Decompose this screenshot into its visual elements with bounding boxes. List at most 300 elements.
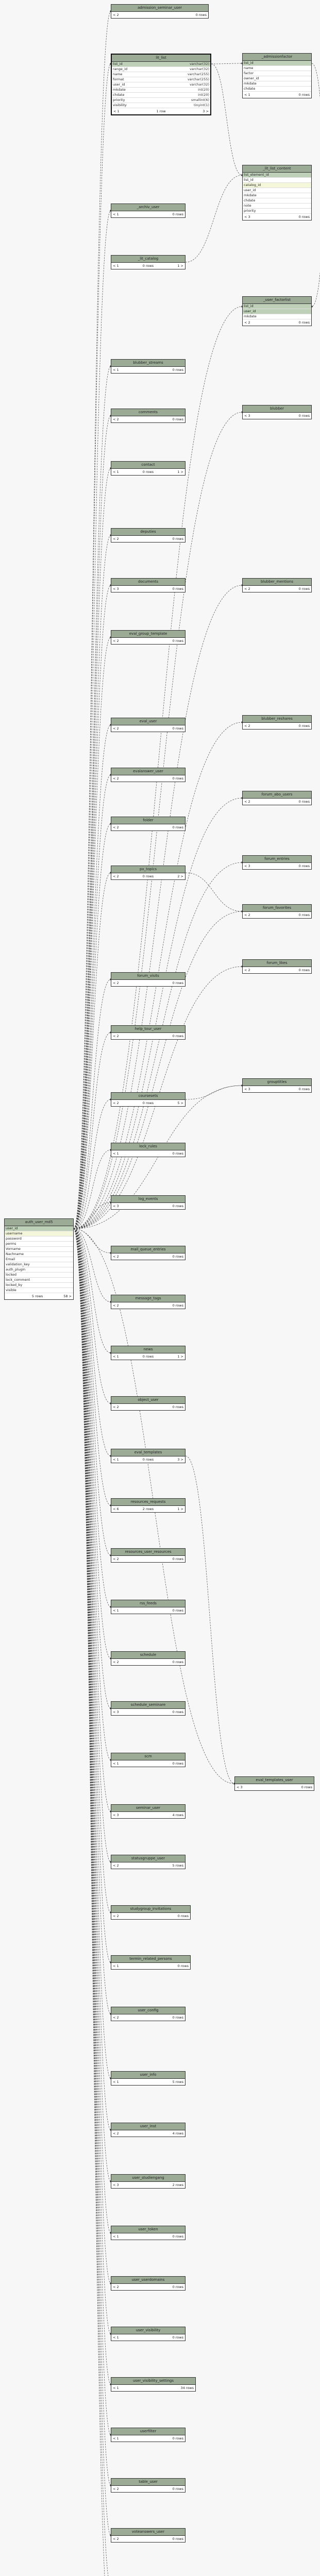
column-name: list_element_id xyxy=(244,173,269,177)
column-name: catalog_id xyxy=(244,183,261,187)
table-user_visibility_settings[interactable] xyxy=(111,2377,196,2392)
table-title[interactable]: user_info xyxy=(111,2072,185,2079)
table-title[interactable]: userfilter xyxy=(111,2428,185,2435)
table-column xyxy=(5,1278,73,1283)
table-footer xyxy=(243,863,311,869)
table-column xyxy=(5,1267,73,1273)
relationship-count: < 2 xyxy=(113,1863,119,1868)
relationship-count: < 2 xyxy=(113,13,119,17)
table-evalanswer_user[interactable] xyxy=(111,768,186,782)
table-column xyxy=(5,1242,73,1247)
row-count: 0 rows xyxy=(298,93,310,97)
table-seminar_user[interactable] xyxy=(111,1804,186,1819)
relationship-count: < 2 xyxy=(113,1660,119,1664)
table-lit_catalog[interactable] xyxy=(111,255,186,269)
column-type: varchar(32) xyxy=(189,67,209,71)
row-count: 0 rows xyxy=(301,1785,312,1789)
table-title[interactable]: voteanswers_user xyxy=(111,2529,185,2536)
row-count: 2 rows xyxy=(142,1507,154,1511)
table-footer xyxy=(111,1963,190,1969)
table-footer xyxy=(111,1456,185,1463)
table-userfilter[interactable] xyxy=(111,2428,186,2442)
table-comments[interactable] xyxy=(111,409,186,423)
column-name: chdate xyxy=(113,93,125,97)
table-user_factorlist[interactable] xyxy=(242,296,312,326)
table-title[interactable]: eval_user xyxy=(111,718,185,725)
row-count: 0 rows xyxy=(172,212,183,216)
row-count: 0 rows xyxy=(142,874,154,878)
table-title[interactable]: coursesets xyxy=(111,1093,185,1100)
column-name: user_id xyxy=(6,1226,18,1230)
row-count: 0 rows xyxy=(172,417,183,421)
table-user_studiengang[interactable] xyxy=(111,2174,186,2189)
column-type: varchar(255) xyxy=(187,77,209,81)
table-grouptitles[interactable] xyxy=(242,1078,312,1093)
table-title[interactable]: rss_feeds xyxy=(111,1600,185,1607)
relationship-edge xyxy=(74,1229,111,2181)
table-footer xyxy=(111,2079,185,2085)
relationship-edge xyxy=(74,824,111,1229)
relationship-edge xyxy=(211,64,242,175)
table-title[interactable]: message_tags xyxy=(111,1295,185,1302)
table-studygroup_invitations[interactable] xyxy=(111,1905,191,1920)
table-news[interactable] xyxy=(111,1346,186,1360)
table-title[interactable]: schedule_seminare xyxy=(111,1702,185,1709)
relationship-count: < 2 xyxy=(113,2285,119,2289)
relationship-edge xyxy=(74,1229,111,2233)
table-title[interactable]: log_events xyxy=(111,1196,185,1203)
table-footer xyxy=(111,638,185,644)
table-user_visibility[interactable] xyxy=(111,2327,186,2341)
column-type: smallint(6) xyxy=(191,98,209,102)
table-scm[interactable] xyxy=(111,1753,186,1767)
relationship-edge xyxy=(74,873,111,1229)
column-name: user_id xyxy=(244,188,256,192)
table-title[interactable]: blubber_streams xyxy=(111,360,185,367)
relationship-edge xyxy=(74,211,111,1229)
table-user_inst[interactable] xyxy=(111,2123,186,2137)
relationship-count: < 3 xyxy=(113,1204,119,1208)
table-footer xyxy=(111,416,185,422)
table-column xyxy=(5,1288,73,1293)
table-title[interactable]: _user_factorlist xyxy=(243,297,311,304)
table-title[interactable]: resources_user_resources xyxy=(111,1549,185,1556)
table-title[interactable]: forum_visits xyxy=(111,973,185,980)
row-count: 0 rows xyxy=(172,2015,183,2020)
table-lit_list[interactable] xyxy=(111,54,211,115)
table-forum_visits[interactable] xyxy=(111,972,186,987)
table-title[interactable]: eval_group_template xyxy=(111,631,185,638)
table-footer xyxy=(111,1506,185,1512)
table-title[interactable]: user_inst xyxy=(111,2123,185,2130)
column-name: Email xyxy=(6,1257,15,1261)
row-count: 2 rows xyxy=(172,2183,183,2187)
row-count: 0 rows xyxy=(172,1255,183,1259)
relationship-edge xyxy=(74,1229,111,1962)
row-count: 0 rows xyxy=(298,414,310,418)
table-footer xyxy=(111,1302,185,1309)
table-title[interactable]: termin_related_persons xyxy=(111,1956,190,1963)
relationship-count: < 1 xyxy=(113,1761,119,1766)
table-resources_requests[interactable] xyxy=(111,1498,186,1513)
table-admission_seminar_user[interactable] xyxy=(111,4,209,19)
table-forum_abo_users[interactable] xyxy=(242,791,312,805)
table-message_tags[interactable] xyxy=(111,1295,186,1309)
table-coursesets[interactable] xyxy=(111,1092,186,1107)
row-count: 1 row xyxy=(156,109,166,113)
table-footer xyxy=(243,413,311,419)
relationship-count: < 2 xyxy=(113,825,119,829)
column-name: user_id xyxy=(113,82,125,87)
table-title[interactable]: user_visibility xyxy=(111,2327,185,2334)
table-title[interactable]: forum_favorites xyxy=(243,905,311,912)
relationship-edge xyxy=(74,1229,111,2485)
row-count: 0 rows xyxy=(298,968,310,972)
column-type: varchar(32) xyxy=(189,82,209,87)
table-footer xyxy=(111,873,185,879)
row-count: 0 rows xyxy=(172,1303,183,1308)
row-count: 0 rows xyxy=(172,1761,183,1766)
table-footer xyxy=(243,1086,311,1092)
table-title[interactable]: user_studiengang xyxy=(111,2175,185,2182)
table-footer xyxy=(111,1404,185,1410)
table-title[interactable]: eval_templates xyxy=(111,1449,185,1456)
table-forum_favorites[interactable] xyxy=(242,904,312,919)
row-count: 0 rows xyxy=(298,864,310,868)
table-column xyxy=(243,61,311,66)
table-footer xyxy=(111,1033,185,1039)
table-column xyxy=(243,304,311,309)
table-blubber_mentions[interactable] xyxy=(242,578,312,592)
table-title[interactable]: grouptitles xyxy=(243,1079,311,1086)
relationship-count: 1 > xyxy=(177,264,183,268)
column-type: int(20) xyxy=(198,93,209,97)
column-name: note xyxy=(244,204,251,208)
relationship-edge xyxy=(74,366,111,1229)
table-folder[interactable] xyxy=(111,817,186,831)
table-column xyxy=(112,72,210,77)
table-mail_queue_entries[interactable] xyxy=(111,1246,186,1260)
row-count: 0 rows xyxy=(172,2537,183,2541)
table-column xyxy=(5,1257,73,1262)
table-title[interactable]: _lit_list_content xyxy=(243,165,311,173)
table-column xyxy=(112,103,210,108)
table-footer xyxy=(243,586,311,592)
relationship-edge xyxy=(74,1229,111,2535)
column-type: varchar(255) xyxy=(187,72,209,76)
relationship-count: < 2 xyxy=(244,320,250,325)
table-title[interactable]: px_topics xyxy=(111,866,185,873)
table-column xyxy=(112,77,210,82)
relationship-count: < 6 xyxy=(113,1507,119,1511)
relationship-edge xyxy=(74,11,111,1229)
relationship-count: 1 > xyxy=(177,470,183,474)
table-column xyxy=(112,82,210,88)
relationship-edge xyxy=(186,1456,234,1784)
relationship-count: < 2 xyxy=(113,776,119,781)
table-schedule_seminare[interactable] xyxy=(111,1701,186,1716)
row-count: 0 rows xyxy=(195,13,207,17)
table-table_user[interactable] xyxy=(111,2478,186,2493)
row-count: 0 rows xyxy=(298,724,310,728)
table-title[interactable]: contact xyxy=(111,462,185,469)
table-title[interactable]: _archiv_user xyxy=(111,204,185,211)
relationship-count: < 2 xyxy=(244,724,250,728)
relationship-count: < 2 xyxy=(244,587,250,591)
table-column xyxy=(112,88,210,93)
table-user_info[interactable] xyxy=(111,2071,186,2086)
table-forum_likes[interactable] xyxy=(242,959,312,974)
table-blubber_streams[interactable] xyxy=(111,359,186,374)
row-count: 0 rows xyxy=(172,587,183,591)
column-name: range_id xyxy=(113,67,128,71)
row-count: 0 rows xyxy=(172,537,183,541)
table-title[interactable]: object_user xyxy=(111,1397,185,1404)
table-title[interactable]: forum_entries xyxy=(243,856,311,863)
table-column xyxy=(5,1283,73,1288)
column-name: name xyxy=(113,72,123,76)
relationship-edge xyxy=(74,1229,111,1505)
relationship-count: < 2 xyxy=(244,800,250,804)
table-column xyxy=(243,193,311,198)
table-eval_templates_user[interactable] xyxy=(234,1776,314,1791)
relationship-edge xyxy=(186,1086,242,1099)
table-footer xyxy=(111,775,185,782)
table-column xyxy=(5,1226,73,1231)
table-column xyxy=(112,93,210,98)
relationship-count: < 1 xyxy=(113,1964,119,1968)
table-auth_user_md5[interactable] xyxy=(4,1218,74,1300)
row-count: 0 rows xyxy=(142,1354,154,1359)
table-title[interactable]: documents xyxy=(111,579,185,586)
column-name: Nachname xyxy=(6,1252,24,1256)
table-title[interactable]: user_config xyxy=(111,2007,185,2014)
table-footer xyxy=(111,2435,185,2442)
row-count: 0 rows xyxy=(172,1608,183,1613)
column-name: owner_id xyxy=(244,76,259,80)
table-title[interactable]: _lit_catalog xyxy=(111,256,185,263)
column-name: mkdate xyxy=(113,88,126,92)
table-resources_user_resources[interactable] xyxy=(111,1548,186,1563)
relationship-edge xyxy=(74,798,242,1229)
relationship-edge xyxy=(74,979,111,1229)
table-object_user[interactable] xyxy=(111,1396,186,1411)
relationship-count xyxy=(6,1294,11,1299)
table-column xyxy=(243,198,311,204)
relationship-count: < 2 xyxy=(244,913,250,917)
column-type: varchar(32) xyxy=(189,62,209,66)
column-name: visibility xyxy=(113,103,127,107)
relationship-edge xyxy=(74,1229,111,2334)
table-footer xyxy=(111,263,185,269)
column-name: lock_comment xyxy=(6,1278,30,1282)
relationship-count: < 2 xyxy=(244,968,250,972)
table-title[interactable]: user_token xyxy=(111,2226,185,2233)
relationship-count: < 1 xyxy=(113,109,120,113)
table-title[interactable]: deputies xyxy=(111,529,185,536)
table-px_topics[interactable] xyxy=(111,866,186,880)
column-name: auth_plugin xyxy=(6,1267,26,1272)
relationship-count: < 3 xyxy=(113,1710,119,1714)
table-user_userdomains[interactable] xyxy=(111,2276,186,2291)
table-deputies[interactable] xyxy=(111,528,186,543)
table-column xyxy=(243,71,311,76)
table-blubber[interactable] xyxy=(242,405,312,419)
table-schedule[interactable] xyxy=(111,1651,186,1666)
table-footer xyxy=(111,2284,185,2290)
table-rss_feeds[interactable] xyxy=(111,1600,186,1614)
relationship-edge xyxy=(211,63,242,64)
table-column xyxy=(243,81,311,87)
table-user_token[interactable] xyxy=(111,2226,186,2240)
table-title[interactable]: forum_likes xyxy=(243,960,311,967)
table-footer xyxy=(111,367,185,373)
column-name: visible xyxy=(6,1288,16,1292)
relationship-edge xyxy=(74,725,111,1229)
relationship-count: < 2 xyxy=(113,417,119,421)
column-name: list_id xyxy=(244,304,254,308)
table-title[interactable]: statusgruppe_user xyxy=(111,1855,185,1862)
column-name: factor xyxy=(244,71,254,75)
table-lit_list_content[interactable] xyxy=(242,165,312,221)
table-title[interactable]: auth_user_md5 xyxy=(5,1219,73,1226)
table-column xyxy=(5,1231,73,1236)
relationship-edge xyxy=(74,775,111,1229)
row-count: 0 rows xyxy=(172,2487,183,2491)
row-count: 0 rows xyxy=(172,776,183,781)
table-column xyxy=(243,87,311,92)
relationship-edge xyxy=(74,1229,111,1403)
relationship-edge xyxy=(74,637,111,1229)
table-title[interactable]: resources_requests xyxy=(111,1499,185,1506)
table-column xyxy=(112,98,210,103)
table-column xyxy=(5,1262,73,1267)
row-count: 0 rows xyxy=(172,2436,183,2441)
row-count: 0 rows xyxy=(172,1405,183,1409)
table-votes_answers_user[interactable] xyxy=(111,2528,186,2543)
table-admission_factor[interactable] xyxy=(242,53,312,98)
relationship-count: < 1 xyxy=(113,368,119,372)
table-title[interactable]: blubber xyxy=(243,405,311,413)
table-title[interactable]: scm xyxy=(111,1753,185,1760)
column-name: format xyxy=(113,77,124,81)
table-lock_rules[interactable] xyxy=(111,1143,186,1157)
table-column xyxy=(112,62,210,67)
table-title[interactable]: schedule xyxy=(111,1652,185,1659)
relationship-count: < 1 xyxy=(113,2386,119,2390)
relationship-count: < 1 xyxy=(113,1354,119,1359)
table-forum_entries[interactable] xyxy=(242,855,312,870)
table-footer xyxy=(111,1353,185,1360)
table-title[interactable]: lit_list xyxy=(112,55,210,62)
table-footer xyxy=(111,2486,185,2492)
table-title[interactable]: _admissionfactor xyxy=(243,54,311,61)
table-title[interactable]: help_tour_user xyxy=(111,1026,185,1033)
table-title[interactable]: table_user xyxy=(111,2479,185,2486)
relationship-edge xyxy=(74,1229,111,1555)
table-footer xyxy=(111,1760,185,1767)
row-count: 0 rows xyxy=(172,2335,183,2340)
relationship-edge xyxy=(74,1229,111,1456)
table-footer xyxy=(111,1913,190,1919)
table-title[interactable]: eval_templates_user xyxy=(235,1777,314,1784)
table-footer xyxy=(111,1709,185,1715)
relationship-count: < 3 xyxy=(113,2183,119,2187)
row-count: 4 rows xyxy=(172,2131,183,2136)
table-title[interactable]: news xyxy=(111,1346,185,1353)
relationship-count: < 2 xyxy=(113,1303,119,1308)
table-statusgruppe_user[interactable] xyxy=(111,1855,186,1869)
relationship-edge xyxy=(74,1229,111,2576)
table-contact[interactable] xyxy=(111,461,186,476)
relationship-count: < 2 xyxy=(113,2487,119,2491)
table-documents[interactable] xyxy=(111,578,186,592)
relationship-count: < 2 xyxy=(113,874,119,878)
table-log_events[interactable] xyxy=(111,1195,186,1210)
relationship-count: < 2 xyxy=(113,537,119,541)
row-count: 0 rows xyxy=(172,825,183,829)
table-eval_group_template[interactable] xyxy=(111,630,186,645)
table-help_tour_user[interactable] xyxy=(111,1025,186,1040)
table-title[interactable]: admission_seminar_user xyxy=(111,5,208,12)
column-name: chdate xyxy=(244,198,256,202)
column-name: locked xyxy=(6,1273,17,1277)
column-name: mkdate xyxy=(244,193,257,197)
table-blubber_reshares[interactable] xyxy=(242,715,312,730)
relationship-count: < 2 xyxy=(113,1255,119,1259)
relationship-edge xyxy=(74,1229,111,1862)
table-archiv_user[interactable] xyxy=(111,204,186,218)
table-title[interactable]: blubber_mentions xyxy=(243,579,311,586)
table-footer xyxy=(111,1203,185,1209)
table-title[interactable]: blubber_reshares xyxy=(243,716,311,723)
table-title[interactable]: mail_queue_entries xyxy=(111,1246,185,1253)
table-footer xyxy=(112,108,210,114)
relationship-edge xyxy=(74,911,242,1229)
table-eval_user[interactable] xyxy=(111,718,186,732)
table-column xyxy=(243,209,311,214)
table-user_config[interactable] xyxy=(111,2007,186,2021)
relationship-count: 3 > xyxy=(203,109,209,113)
table-title[interactable]: folder xyxy=(111,817,185,824)
column-name: priority xyxy=(244,209,256,213)
table-title[interactable]: forum_abo_users xyxy=(243,791,311,799)
relationship-edge xyxy=(186,175,242,262)
table-footer xyxy=(111,2536,185,2542)
table-termin_related_persons[interactable] xyxy=(111,1955,191,1970)
relationship-count: < 1 xyxy=(113,2234,119,2239)
table-title[interactable]: lock_rules xyxy=(111,1143,185,1150)
column-name: list_id xyxy=(244,178,254,182)
relationship-edge xyxy=(74,416,111,1229)
column-name: username xyxy=(6,1231,23,1235)
relationship-count: < 3 xyxy=(244,215,250,219)
table-title[interactable]: user_visibility_settings xyxy=(111,2378,195,2385)
table-title[interactable]: evalanswer_user xyxy=(111,768,185,775)
table-title[interactable]: seminar_user xyxy=(111,1805,185,1812)
table-column xyxy=(5,1273,73,1278)
column-type: tinyint(1) xyxy=(193,103,209,107)
relationship-count: < 2 xyxy=(113,2131,119,2136)
table-footer xyxy=(111,586,185,592)
table-title[interactable]: user_userdomains xyxy=(111,2277,185,2284)
table-title[interactable]: comments xyxy=(111,409,185,416)
table-title[interactable]: studygroup_invitations xyxy=(111,1906,190,1913)
relationship-count: < 3 xyxy=(237,1785,243,1789)
table-eval_templates[interactable] xyxy=(111,1449,186,1463)
relationship-edge xyxy=(74,862,242,1229)
relationship-count: 1 > xyxy=(177,1354,183,1359)
